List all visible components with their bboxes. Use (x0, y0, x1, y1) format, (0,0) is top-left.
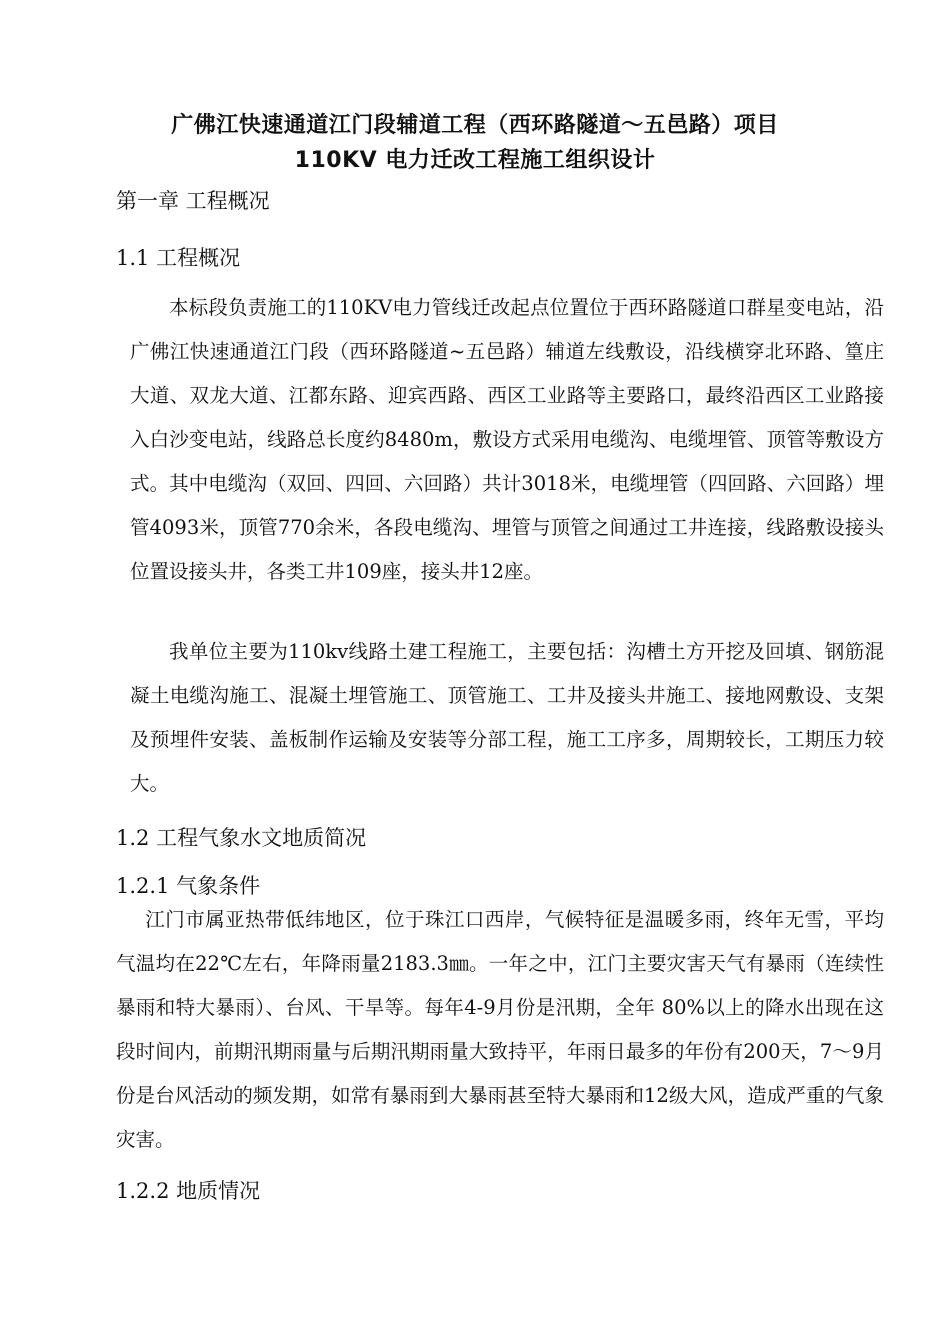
section-1-1-paragraph-2: 我单位主要为110kv线路土建工程施工，主要包括：沟槽土方开挖及回填、钢筋混凝土电缆沟施工、混凝土埋管施工、顶管施工、工井及接头井施工、接地网敷设、支架及预埋件安装、盖板制作运输及安装等分部工程，施工工序多，周期较长，工期压力较大。 (130, 640, 884, 795)
section-heading-1-2-2: 1.2.2 地质情况 (116, 1179, 261, 1203)
document-title-line1: 广佛江快速通道江门段辅道工程（西环路隧道～五邑路）项目 (171, 113, 779, 138)
section-1-1-paragraph-1: 本标段负责施工的110KV电力管线迁改起点位置位于西环路隧道口群星变电站，沿广佛江快速通道江门段（西环路隧道~五邑路）辅道左线敷设，沿线横穿北环路、篁庄大道、双龙大道、江都东路、迎宾西路、西区工业路等主要路口，最终沿西区工业路接入白沙变电站，线路总长度约8480m，敷设方式采用电缆沟、电缆埋管、顶管等敷设方式。其中电缆沟（双回、四回、六回路）共计3018米，电缆埋管（四回路、六回路）埋管4093米，顶管770余米，各段电缆沟、埋管与顶管之间通过工井连接，线路敷设接头位置设接头井，各类工井109座，接头井12座。 (130, 296, 884, 583)
section-1-2-1-paragraph: 江门市属亚热带低纬地区，位于珠江口西岸，气候特征是温暖多雨，终年无雪，平均气温均在22℃左右，年降雨量2183.3㎜。一年之中，江门主要灾害天气有暴雨（连续性暴雨和特大暴雨）、台风、干旱等。每年4-9月份是汛期，全年 80%以上的降水出现在这段时间内，前期汛期雨量与后期汛期雨量大致持平，年雨日最多的年份有200天，7～9月份是台风活动的频发期，如常有暴雨到大暴雨甚至特大暴雨和12级大风，造成严重的气象灾害。 (116, 908, 884, 1151)
section-heading-1-2-1: 1.2.1 气象条件 (116, 874, 261, 898)
document-title-line2: 110KV 电力迁改工程施工组织设计 (294, 148, 656, 173)
chapter-heading: 第一章 工程概况 (116, 189, 270, 213)
section-heading-1-2: 1.2 工程气象水文地质简况 (116, 826, 367, 850)
section-heading-1-1: 1.1 工程概况 (116, 246, 241, 270)
